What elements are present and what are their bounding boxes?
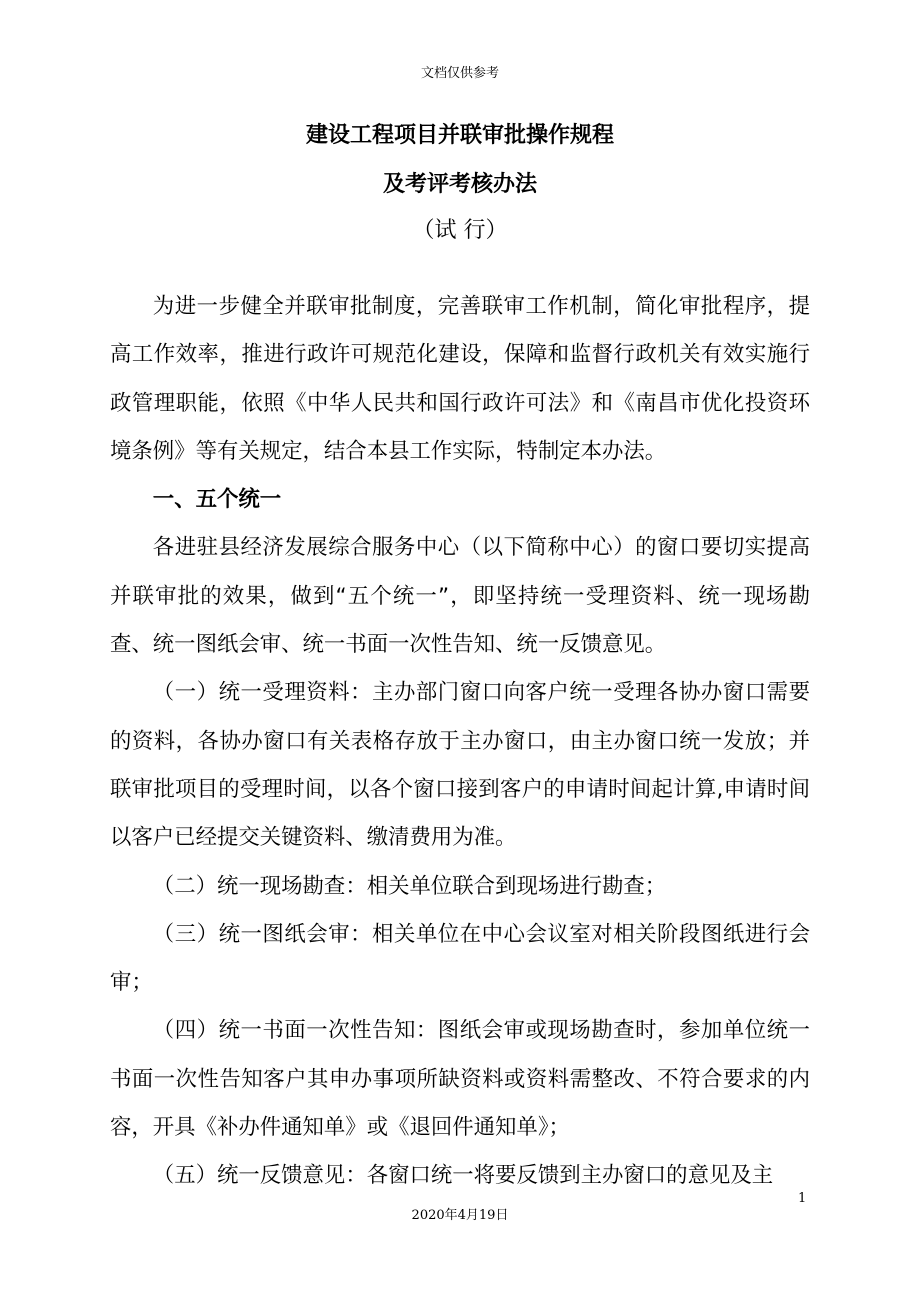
clause-3-paragraph: （三）统一图纸会审：相关单位在中心会议室对相关阶段图纸进行会审； — [110, 921, 810, 996]
clause-1-paragraph: （一）统一受理资料：主办部门窗口向客户统一受理各协办窗口需要的资料，各协办窗口有关表格存放于主办窗口，由主办窗口统一发放；并联审批项目的受理时间，以各个窗口接到客户的申请时间起计算,申请时间以客户已经提交关键资料、缴清费用为准。 — [110, 680, 810, 851]
page-number: 1 — [798, 1191, 807, 1206]
section-paragraph: 各进驻县经济发展综合服务中心（以下简称中心）的窗口要切实提高并联审批的效果，做到“五个统一”，即坚持统一受理资料、统一现场勘查、统一图纸会审、统一书面一次性告知、统一反馈意见。 — [110, 535, 810, 658]
footer-date: 2020年4月19日 — [411, 1208, 509, 1223]
clause-2-paragraph: （二）统一现场勘查：相关单位联合到现场进行勘查； — [152, 873, 667, 899]
section-heading: 一、五个统一 — [152, 487, 282, 513]
document-title-line2: 及考评考核办法 — [382, 172, 537, 197]
document-subtitle: （试 行） — [412, 218, 508, 243]
clause-5-paragraph: （五）统一反馈意见：各窗口统一将要反馈到主办窗口的意见及主 — [152, 1163, 774, 1189]
document-title-line1: 建设工程项目并联审批操作规程 — [305, 123, 614, 148]
document-body — [110, 283, 810, 1201]
clause-4-paragraph: （四）统一书面一次性告知：图纸会审或现场勘查时，参加单位统一书面一次性告知客户其申办事项所缺资料或资料需整改、不符合要求的内容，开具《补办件通知单》或《退回件通知单》； — [110, 1018, 810, 1141]
intro-paragraph: 为进一步健全并联审批制度，完善联审工作机制，简化审批程序，提高工作效率，推进行政许可规范化建设，保障和监督行政机关有效实施行政管理职能，依照《中华人民共和国行政许可法》和《南昌市优化投资环境条例》等有关规定，结合本县工作实际，特制定本办法。 — [110, 294, 810, 464]
header-note: 文档仅供参考 — [420, 66, 499, 81]
